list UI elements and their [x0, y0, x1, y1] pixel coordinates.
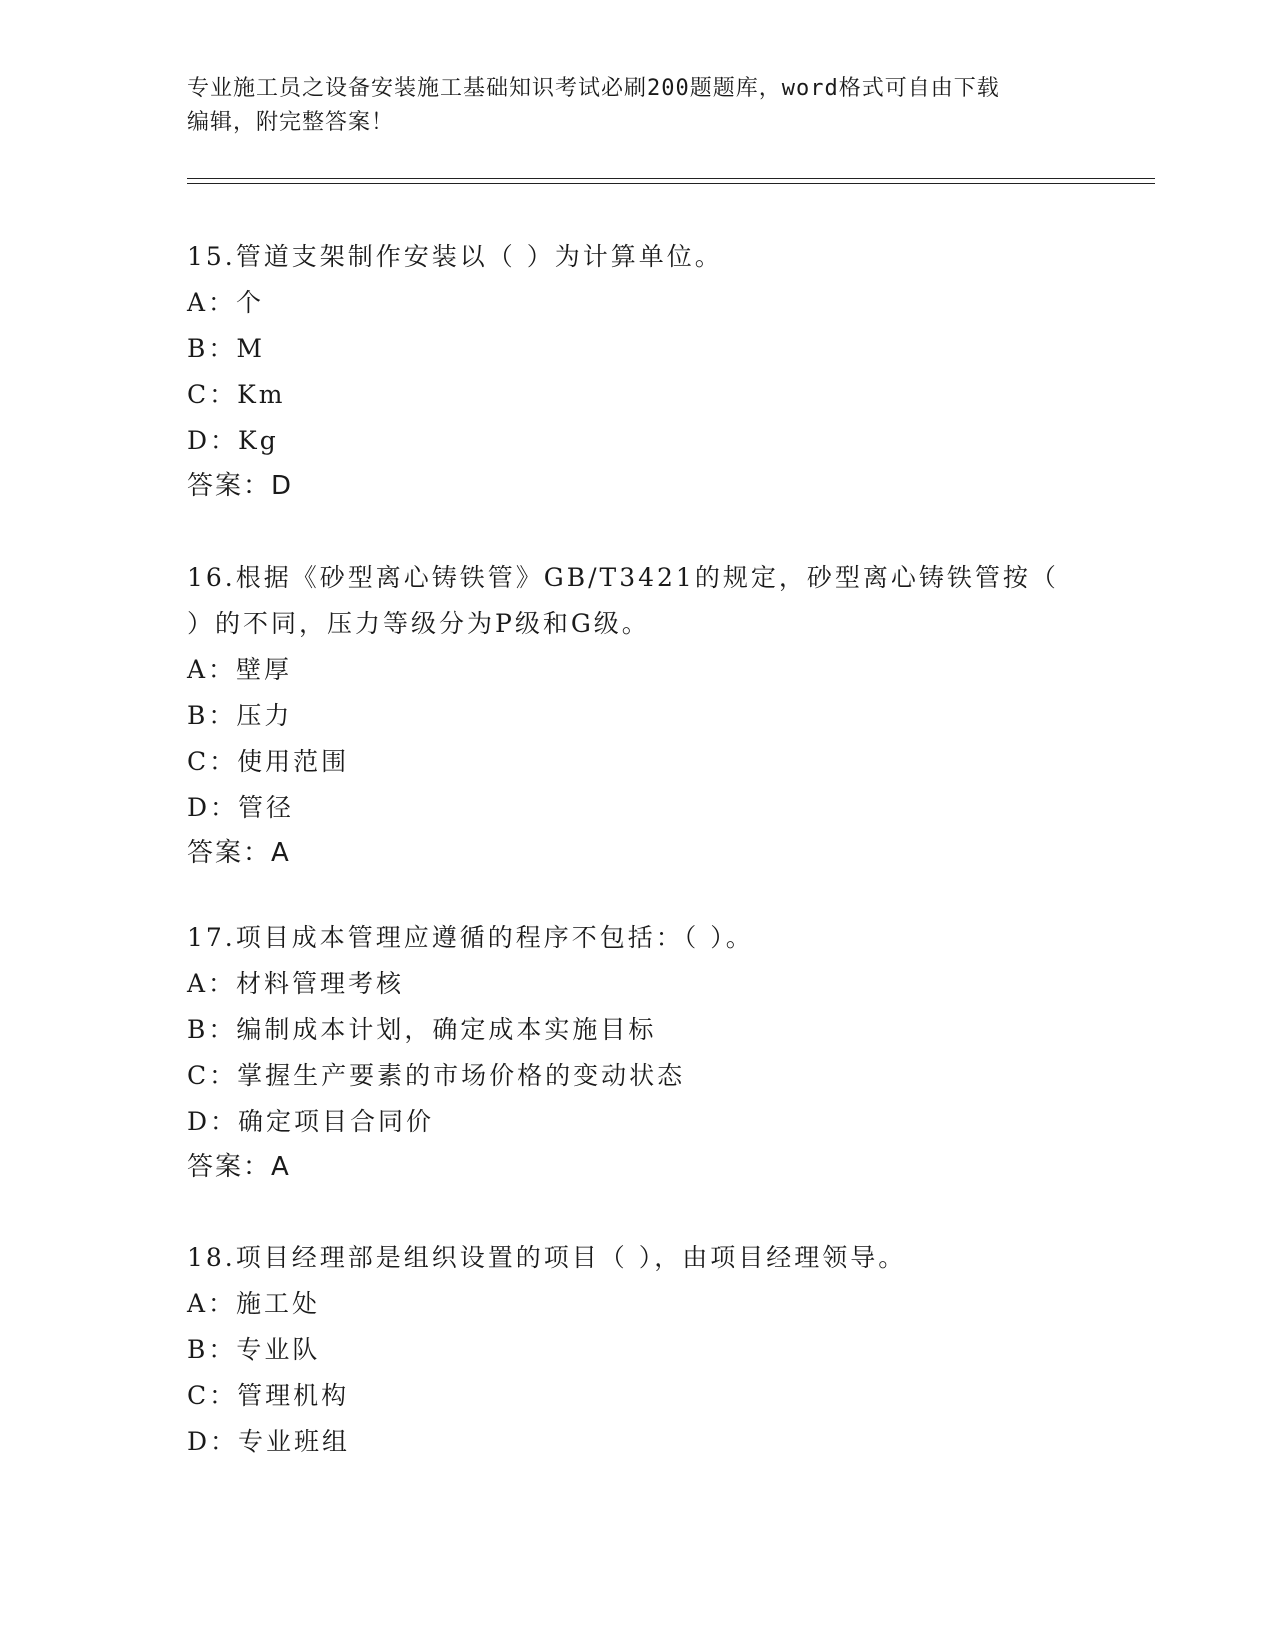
question-stem: 17.项目成本管理应遵循的程序不包括：（ ）。: [187, 923, 754, 952]
question-stem: 18.项目经理部是组织设置的项目（ ），由项目经理领导。: [187, 1243, 907, 1272]
option-c: C：使用范围: [187, 747, 350, 776]
option-a: A：材料管理考核: [187, 969, 405, 998]
option-b: B：专业队: [187, 1335, 321, 1364]
header-divider-top: [187, 178, 1155, 179]
answer: 答案：A: [187, 1152, 291, 1182]
option-c: C：管理机构: [187, 1381, 350, 1410]
header-line-2: 编辑，附完整答案！: [187, 110, 395, 135]
question-17: [187, 915, 1087, 1189]
question-16: [187, 555, 1087, 875]
option-c: C：Km: [187, 380, 286, 409]
option-a: A：施工处: [187, 1289, 321, 1318]
option-b: B：M: [187, 334, 265, 363]
answer: 答案：D: [187, 471, 294, 501]
option-d: D：确定项目合同价: [187, 1107, 435, 1136]
option-c: C：掌握生产要素的市场价格的变动状态: [187, 1061, 686, 1090]
answer: 答案：A: [187, 838, 291, 868]
document-header: [187, 72, 1077, 140]
question-18: [187, 1235, 1087, 1465]
question-stem-continued: ）的不同，压力等级分为P级和G级。: [187, 609, 650, 638]
header-line-1: 专业施工员之设备安装施工基础知识考试必刷200题题库，word格式可自由下载: [187, 76, 1000, 101]
option-b: B：编制成本计划，确定成本实施目标: [187, 1015, 657, 1044]
option-d: D：专业班组: [187, 1427, 351, 1456]
header-divider-bottom: [187, 183, 1155, 184]
option-d: D：管径: [187, 793, 295, 822]
question-stem: 16.根据《砂型离心铸铁管》GB/T3421的规定，砂型离心铸铁管按（: [187, 563, 1059, 592]
question-15: [187, 234, 1087, 508]
option-a: A：个: [187, 288, 265, 317]
option-a: A：壁厚: [187, 655, 293, 684]
question-stem: 15.管道支架制作安装以（ ）为计算单位。: [187, 242, 723, 271]
option-b: B：压力: [187, 701, 293, 730]
option-d: D：Kg: [187, 426, 279, 455]
